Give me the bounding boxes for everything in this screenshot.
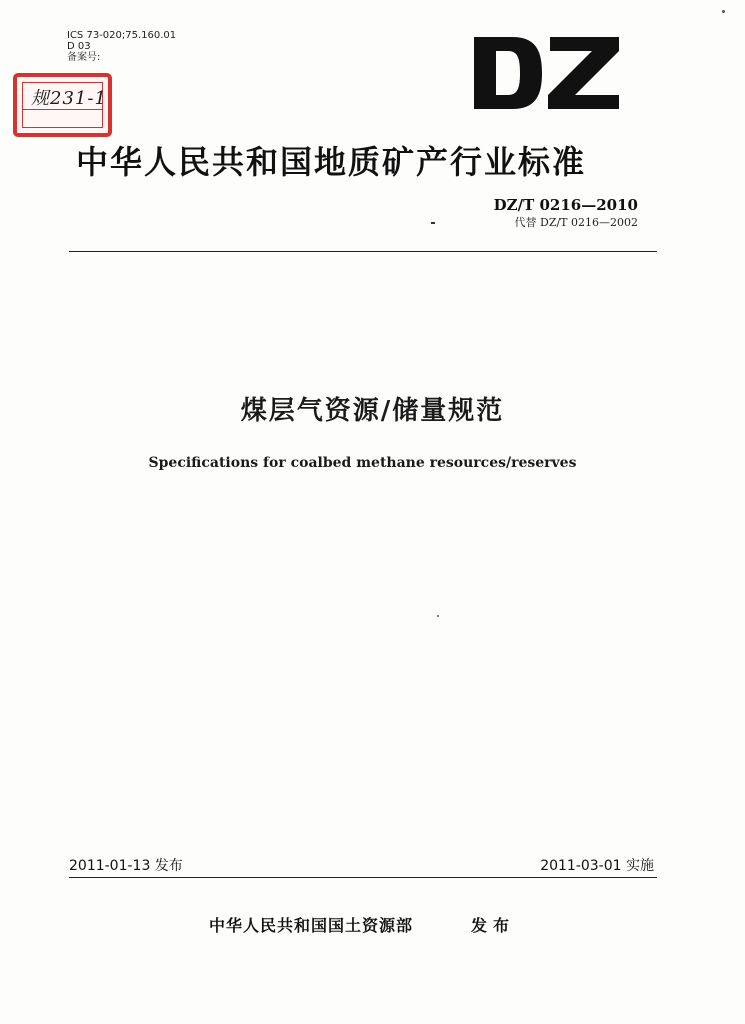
issue-date: 2011-01-13 发布: [69, 858, 183, 874]
standard-number: DZ/T 0216—2010: [493, 196, 638, 214]
dz-logo: [474, 37, 619, 109]
filing-number-label: 备案号:: [67, 52, 101, 63]
publisher-action: 发布: [471, 916, 516, 935]
replaces-standard: 代替 DZ/T 0216—2002: [514, 216, 638, 229]
document-title-chinese: 煤层气资源/储量规范: [240, 396, 505, 426]
ics-code: ICS 73-020;75.160.01: [67, 30, 177, 41]
document-title-english: Specifications for coalbed methane resources/reserves: [148, 455, 577, 471]
effective-date: 2011-03-01 实施: [540, 858, 654, 874]
header-rule: [69, 251, 657, 252]
scan-speck: [437, 615, 439, 617]
stamp-handwritten-text: 规231-1: [31, 88, 107, 109]
logo-letter-d: [474, 37, 542, 109]
logo-letter-z: [548, 37, 619, 109]
red-stamp: [13, 73, 112, 137]
industry-standard-title: 中华人民共和国地质矿产行业标准: [76, 143, 587, 181]
publisher-name: 中华人民共和国国土资源部: [209, 916, 414, 935]
scan-mark: [431, 222, 435, 224]
scan-speck: [722, 10, 725, 13]
footer-rule: [69, 877, 657, 878]
classification-block: [67, 30, 176, 63]
class-code: D 03: [67, 41, 91, 52]
